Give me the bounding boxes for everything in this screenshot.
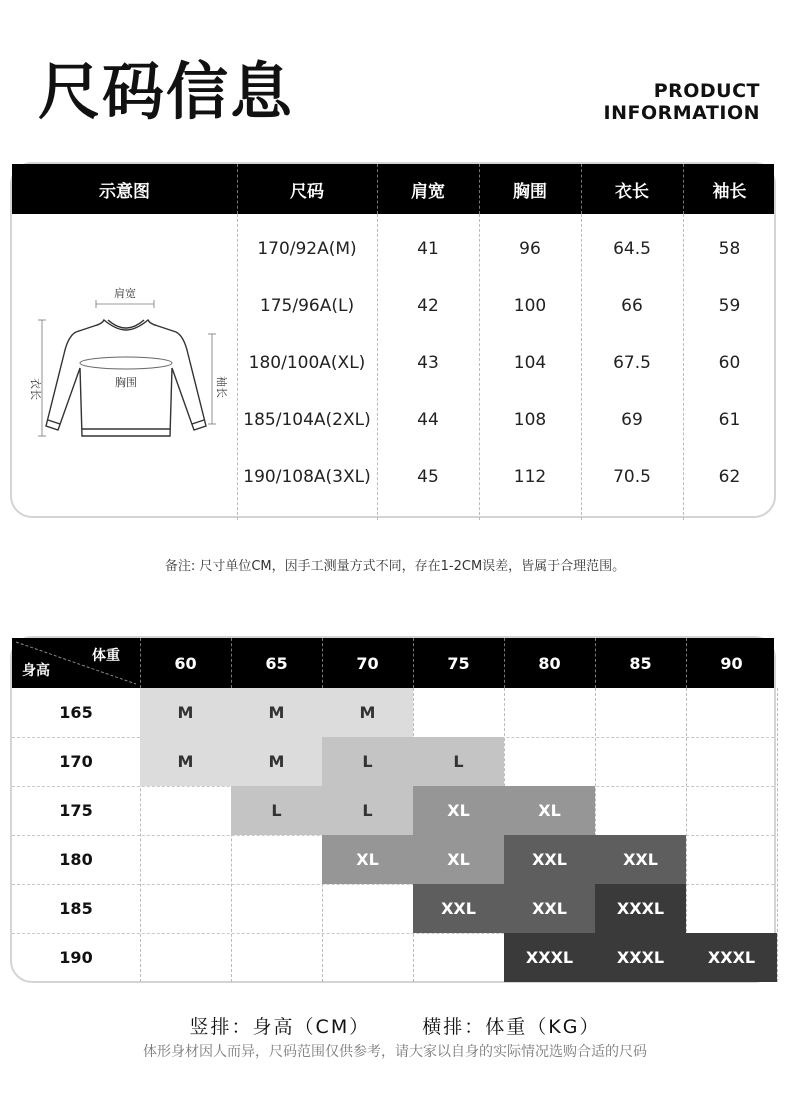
size-table-cell: 112 (513, 467, 547, 487)
divider (140, 638, 141, 688)
sleeve-label: 袖长 (215, 376, 228, 398)
size-table-cell: 100 (513, 296, 547, 316)
size-recommendation-grid (10, 636, 776, 983)
size-table-header (12, 164, 774, 214)
size-table-cell: 64.5 (613, 239, 651, 259)
size-table-cell: 44 (417, 410, 439, 430)
legend-horizontal: 横排：体重（KG） (422, 1016, 601, 1038)
col-header-shoulder: 肩宽 (411, 181, 445, 202)
subtitle-line-2: INFORMATION (603, 102, 760, 124)
size-table-cell: 108 (513, 410, 547, 430)
page-title: 尺码信息 (38, 55, 295, 128)
size-table-cell: 67.5 (613, 353, 651, 373)
divider (504, 638, 505, 688)
divider (686, 638, 687, 688)
weight-header-cell: 60 (174, 653, 197, 673)
col-header-sleeve: 袖长 (712, 181, 747, 202)
size-recommendation-cell: XXL (504, 884, 595, 933)
height-row-label: 170 (59, 752, 93, 771)
divider (413, 638, 414, 688)
divider (237, 164, 238, 214)
size-recommendation-cell: XL (413, 786, 504, 835)
size-recommendation-cell: M (231, 737, 322, 786)
size-recommendation-cell: XL (413, 835, 504, 884)
axis-legend (0, 1012, 790, 1039)
size-table-cell: 43 (417, 353, 439, 373)
weight-header-cell: 75 (447, 653, 470, 673)
divider (595, 638, 596, 688)
height-row-label: 165 (59, 703, 93, 722)
length-label: 衣长 (29, 378, 42, 400)
size-table-cell: 66 (621, 296, 643, 316)
size-recommendation-cell: XXL (413, 884, 504, 933)
size-table-cell: 45 (417, 467, 439, 487)
size-recommendation-cell: XXL (595, 835, 686, 884)
size-table-cell: 41 (417, 239, 439, 259)
size-recommendation-cell: L (322, 737, 413, 786)
chest-label: 胸围 (115, 376, 137, 389)
divider (377, 164, 378, 214)
col-header-length: 衣长 (615, 181, 649, 202)
divider (777, 688, 778, 982)
size-recommendation-cell: M (140, 688, 231, 737)
size-recommendation-cell: XL (322, 835, 413, 884)
size-recommendation-cell: L (413, 737, 504, 786)
size-table-cell: 190/108A(3XL) (243, 467, 371, 487)
size-table-cell: 104 (513, 353, 547, 373)
size-table-cell: 61 (718, 410, 741, 430)
height-row-label: 175 (59, 801, 93, 820)
divider (322, 638, 323, 688)
size-recommendation-cell: L (322, 786, 413, 835)
height-row-label: 190 (59, 948, 93, 967)
divider (683, 164, 684, 214)
size-recommendation-cell: M (231, 688, 322, 737)
size-table (10, 162, 776, 518)
page-subtitle (604, 80, 760, 124)
size-recommendation-cell: M (140, 737, 231, 786)
size-recommendation-cell: XXXL (595, 884, 686, 933)
corner-weight-label: 体重 (92, 648, 120, 664)
divider (479, 164, 480, 214)
size-table-cell: 58 (718, 239, 741, 259)
rec-corner (12, 638, 140, 688)
corner-height-label: 身高 (22, 663, 50, 679)
shoulder-label: 肩宽 (114, 287, 136, 300)
size-table-cell: 60 (718, 353, 741, 373)
col-header-size: 尺码 (290, 181, 324, 202)
rec-header (12, 638, 774, 688)
size-recommendation-cell: XL (504, 786, 595, 835)
col-header-diagram: 示意图 (99, 181, 150, 202)
size-table-cell: 96 (519, 239, 541, 259)
size-recommendation-cell: XXL (504, 835, 595, 884)
size-table-cell: 175/96A(L) (259, 296, 355, 316)
weight-header-cell: 90 (720, 653, 743, 673)
height-row-label: 185 (59, 899, 93, 918)
size-recommendation-cell: M (322, 688, 413, 737)
legend-vertical: 竖排：身高（CM） (189, 1016, 371, 1038)
measurement-note: 备注: 尺寸单位CM，因手工测量方式不同，存在1-2CM误差，皆属于合理范围。 (164, 559, 626, 574)
col-header-chest: 胸围 (513, 181, 547, 202)
divider (231, 638, 232, 688)
divider (581, 164, 582, 214)
size-table-cell: 185/104A(2XL) (243, 410, 371, 430)
size-recommendation-cell: XXXL (686, 933, 777, 982)
weight-header-cell: 85 (629, 653, 652, 673)
size-recommendation-cell: XXXL (504, 933, 595, 982)
subtitle-line-1: PRODUCT (653, 80, 760, 102)
size-table-cell: 170/92A(M) (257, 239, 357, 259)
size-table-cell: 62 (718, 467, 741, 487)
size-table-cell: 180/100A(XL) (248, 353, 366, 373)
weight-header-cell: 80 (538, 653, 561, 673)
size-recommendation-cell: XXXL (595, 933, 686, 982)
fit-footnote: 体形身材因人而异，尺码范围仅供参考，请大家以自身的实际情况选购合适的尺码 (143, 1044, 647, 1060)
sweater-diagram-icon (29, 284, 228, 454)
size-recommendation-cell: L (231, 786, 322, 835)
size-table-cell: 59 (718, 296, 741, 316)
weight-header-cell: 65 (265, 653, 288, 673)
size-table-cell: 42 (417, 296, 439, 316)
size-table-cell: 70.5 (613, 467, 651, 487)
weight-header-cell: 70 (356, 653, 379, 673)
size-table-cell: 69 (621, 410, 643, 430)
height-row-label: 180 (59, 850, 93, 869)
